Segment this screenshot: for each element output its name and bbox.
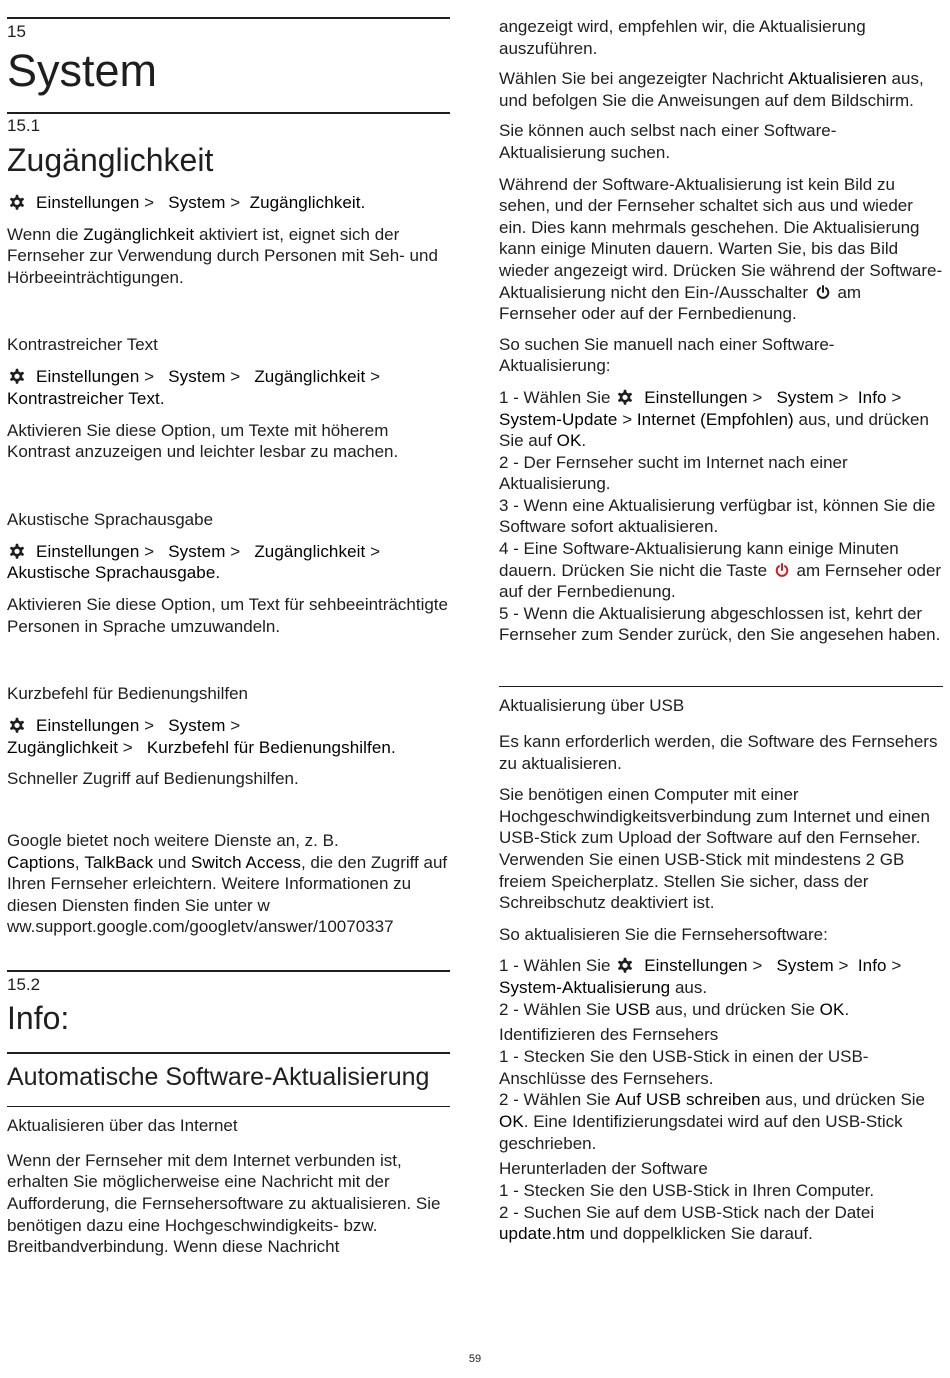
paragraph: Schneller Zugriff auf Bedienungshilfen. xyxy=(7,769,299,789)
paragraph: So suchen Sie manuell nach einer Software-Aktualisierung: xyxy=(499,334,835,376)
step: 2 - Suchen Sie auf dem USB-Stick nach der Datei update.htm und doppelklicken Sie darauf. xyxy=(499,1202,875,1244)
gear-icon xyxy=(7,717,27,734)
step: 3 - Wenn eine Aktualisierung verfügbar ist, können Sie die Software sofort aktualisieren. xyxy=(499,495,936,537)
subsection-title: Automatische Software-Aktualisierung xyxy=(7,1062,430,1091)
chapter-title: System xyxy=(7,45,158,96)
step: 1 - Stecken Sie den USB-Stick in Ihren Computer. xyxy=(499,1181,875,1201)
paragraph: Sie benötigen einen Computer mit einer Hochgeschwindigkeitsverbindung zum Internet und einen USB-Stick zum Upload der Software auf den Fernseher. Verwenden Sie einen USB-Stick mit mindestens 2 GB freiem Speicherplatz. Stellen Sie sicher, dass der Schreibschutz deaktiviert ist. xyxy=(499,785,930,913)
step: 1 - Stecken Sie den USB-Stick in einen der USB-Anschlüsse des Fernsehers. xyxy=(499,1047,869,1088)
section-rule xyxy=(7,970,450,972)
subheading-usb: Aktualisierung über USB xyxy=(499,696,685,716)
chapter-number: 15 xyxy=(7,22,26,41)
paragraph: Es kann erforderlich werden, die Software des Fernsehers zu aktualisieren. xyxy=(499,732,938,773)
section-title: Zugänglichkeit xyxy=(7,142,214,178)
thin-rule xyxy=(7,1106,450,1107)
gear-icon xyxy=(615,957,635,974)
subheading-kurzbefehl: Kurzbefehl für Bedienungshilfen xyxy=(7,684,248,704)
section-rule xyxy=(7,112,450,114)
paragraph: Aktivieren Sie diese Option, um Texte mit höherem Kontrast anzuzeigen und leichter lesbar zu machen. xyxy=(7,420,399,462)
paragraph: Sie können auch selbst nach einer Software-Aktualisierung suchen. xyxy=(499,121,837,162)
settings-path: Einstellungen > System > Zugänglichkeit > Kurzbefehl für Bedienungshilfen. xyxy=(7,716,396,757)
paragraph: Aktivieren Sie diese Option, um Text für sehbeeinträchtigte Personen in Sprache umzuwandeln. xyxy=(7,594,448,636)
gear-icon xyxy=(7,368,27,385)
section-number: 15.2 xyxy=(7,974,41,994)
step: 1 - Wählen Sie Einstellungen > System > Info > System-Aktualisierung aus. xyxy=(499,956,902,997)
settings-path: Einstellungen > System > Zugänglichkeit > Kontrastreicher Text. xyxy=(7,367,380,408)
paragraph: Wenn die Zugänglichkeit aktiviert ist, eignet sich der Fernseher zur Verwendung durch Personen mit Seh- und Hörbeeinträchtigungen. xyxy=(7,224,438,287)
subheading-internet: Aktualisieren über das Internet xyxy=(7,1115,238,1135)
paragraph: Während der Software-Aktualisierung ist kein Bild zu sehen, und der Fernseher schaltet sich aus und wieder ein. Dies kann mehrmals geschehen. Die Aktualisierung kann einige Minuten dauern. Warten Sie, bis das Bild wieder angezeigt wird. Drücken Sie während der Software-Aktualisierung nicht den Ein-/Ausschalter am Fernseher oder auf der Fernbedienung. xyxy=(499,174,943,324)
subheading-kontrast: Kontrastreicher Text xyxy=(7,335,158,355)
step: 2 - Wählen Sie USB aus, und drücken Sie OK. xyxy=(499,999,850,1019)
paragraph-google: Google bietet noch weitere Dienste an, z. B. Captions, TalkBack und Switch Access, die den Zugriff auf Ihren Fernseher erleichtern. Weitere Informationen zu diesen Diensten finden Sie unter w ww.support.google.com/googletv/answer/10070337 xyxy=(7,830,448,937)
subheading-akustisch: Akustische Sprachausgabe xyxy=(7,509,214,529)
power-icon xyxy=(774,562,790,578)
paragraph: Wenn der Fernseher mit dem Internet verbunden ist, erhalten Sie möglicherweise eine Nachricht mit der Aufforderung, die Fernsehersoftware zu aktualisieren. Sie benötigen dazu eine Hochgeschwindigkeits- bzw. Breitbandverbindung. Wenn diese Nachricht xyxy=(7,1150,441,1257)
left-column xyxy=(7,0,450,1258)
section-title: Info: xyxy=(7,999,70,1036)
chapter-rule xyxy=(7,17,450,19)
gear-icon xyxy=(7,194,27,211)
paragraph: Wählen Sie bei angezeigter Nachricht Aktualisieren aus, und befolgen Sie die Anweisungen auf dem Bildschirm. xyxy=(499,69,924,110)
power-icon xyxy=(815,284,831,300)
section-number: 15.1 xyxy=(7,116,41,135)
step: 5 - Wenn die Aktualisierung abgeschlossen ist, kehrt der Fernseher zum Sender zurück, den Sie angesehen haben. xyxy=(499,603,941,645)
settings-path: Einstellungen > System > Zugänglichkeit. xyxy=(7,192,450,214)
gear-icon xyxy=(7,543,27,560)
subheading-download: Herunterladen der Software xyxy=(499,1159,708,1179)
step: 2 - Wählen Sie Auf USB schreiben aus, und drücken Sie OK. Eine Identifizierungsdatei wird auf den USB-Stick geschrieben. xyxy=(499,1090,926,1153)
paragraph: angezeigt wird, empfehlen wir, die Aktualisierung auszuführen. xyxy=(499,17,866,58)
subheading-ident: Identifizieren des Fernsehers xyxy=(499,1025,719,1045)
page-number: 59 xyxy=(468,1353,482,1365)
step: 4 - Eine Software-Aktualisierung kann einige Minuten dauern. Drücken Sie nicht die Taste am Fernseher oder auf der Fernbedienung. xyxy=(499,539,942,602)
step: 2 - Der Fernseher sucht im Internet nach einer Aktualisierung. xyxy=(499,452,848,494)
subsection-rule xyxy=(7,1052,450,1054)
thin-rule xyxy=(499,686,943,687)
paragraph: So aktualisieren Sie die Fernsehersoftware: xyxy=(499,924,828,944)
settings-path: Einstellungen > System > Zugänglichkeit > Akustische Sprachausgabe. xyxy=(7,541,380,583)
gear-icon xyxy=(615,389,635,406)
right-column xyxy=(499,0,943,1245)
step: 1 - Wählen Sie Einstellungen > System > Info > System-Update > Internet (Empfohlen) aus, und drücken Sie auf OK. xyxy=(499,387,929,451)
